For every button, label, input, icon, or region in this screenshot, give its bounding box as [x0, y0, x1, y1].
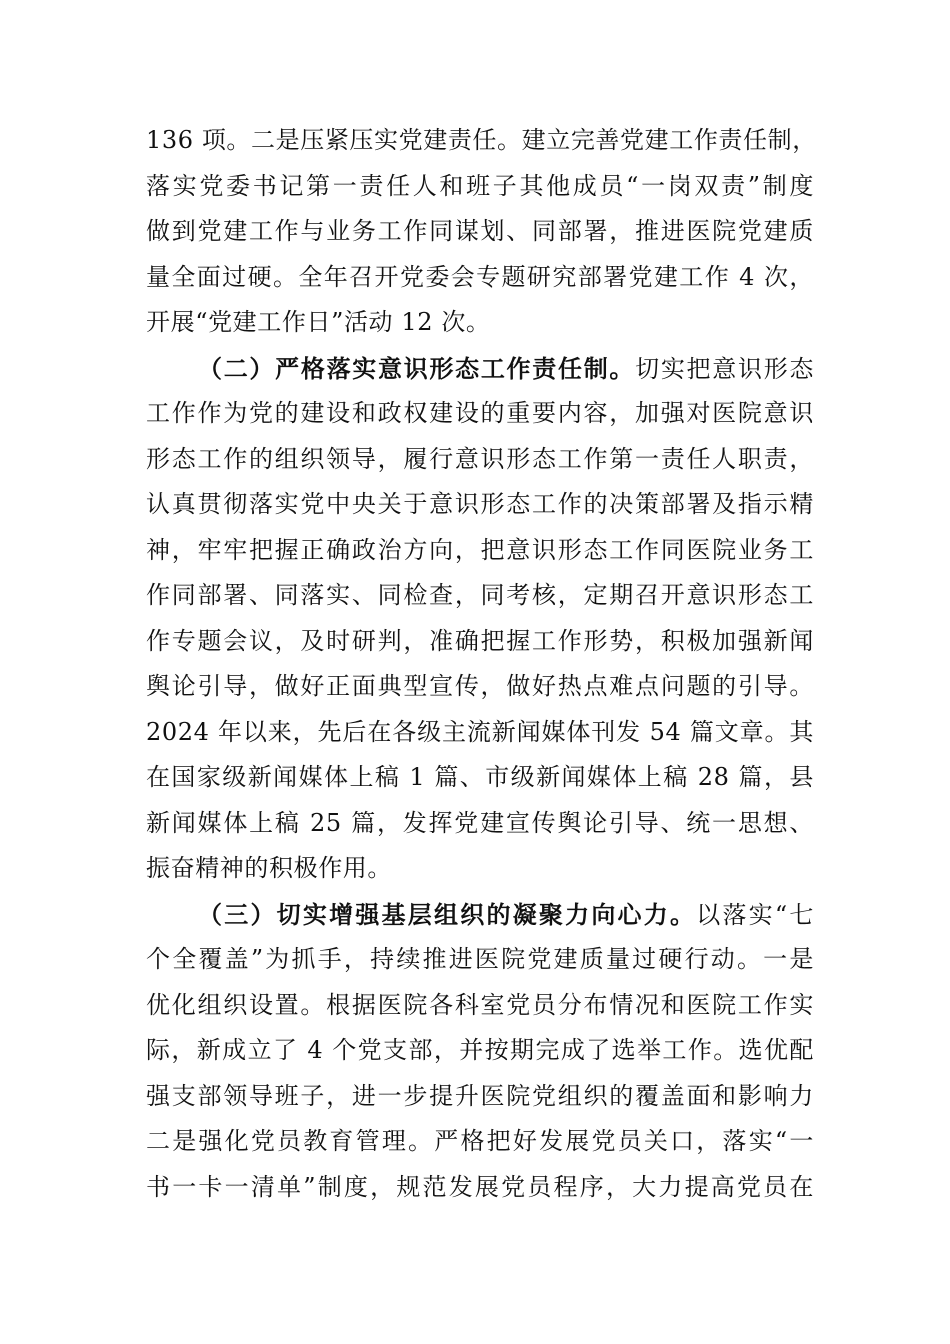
body-text — [146, 118, 817, 1210]
text-line: 个全覆盖”为抓手，持续推进医院党建质量过硬行动。一是 — [146, 945, 814, 973]
text-line: 工作作为党的建设和政权建设的重要内容，加强对医院意识 — [146, 399, 814, 427]
text-line: 作专题会议，及时研判，准确把握工作形势，积极加强新闻 — [146, 626, 814, 655]
text-line: 优化组织设置。根据医院各科室党员分布情况和医院工作实 — [146, 990, 814, 1019]
text-line: 做到党建工作与业务工作同谋划、同部署，推进医院党建质 — [146, 217, 814, 245]
section-heading-2: （二）严格落实意识形态工作责任制。 — [198, 353, 636, 383]
text-line: 舆论引导，做好正面典型宣传，做好热点难点问题的引导。 — [146, 672, 814, 700]
paragraph-heading-line — [146, 892, 814, 938]
text-line: 认真贯彻落实党中央关于意识形态工作的决策部署及指示精 — [146, 490, 814, 518]
text-line: 作同部署、同落实、同检查，同考核，定期召开意识形态工 — [146, 581, 814, 609]
text-line: 在国家级新闻媒体上稿 1 篇、市级新闻媒体上稿 28 篇，县 — [146, 763, 814, 791]
text-line: 际，新成立了 4 个党支部，并按期完成了选举工作。选优配 — [146, 1036, 814, 1064]
text-line: 二是强化党员教育管理。严格把好发展党员关口，落实“一 — [146, 1127, 814, 1155]
text-line: 书一卡一清单”制度，规范发展党员程序，大力提高党员在 — [146, 1172, 814, 1201]
text-line: 2024 年以来，先后在各级主流新闻媒体刊发 54 篇文章。其 — [146, 717, 814, 746]
text-line: 量全面过硬。全年召开党委会专题研究部署党建工作 4 次， — [146, 262, 814, 291]
text-line: 强支部领导班子，进一步提升医院党组织的覆盖面和影响力 — [146, 1081, 814, 1110]
text-span: 以落实“七 — [696, 900, 814, 929]
text-line: 形态工作的组织领导，履行意识形态工作第一责任人职责， — [146, 444, 814, 473]
text-line: 落实党委书记第一责任人和班子其他成员“一岗双责”制度 — [146, 171, 814, 200]
text-line: 新闻媒体上稿 25 篇，发挥党建宣传舆论引导、统一思想、 — [146, 808, 814, 837]
text-line: 136 项。二是压紧压实党建责任。建立完善党建工作责任制， — [146, 126, 817, 154]
paragraph-heading-line — [146, 346, 814, 392]
text-line: 神，牢牢把握正确政治方向，把意识形态工作同医院业务工 — [146, 535, 814, 564]
text-span: 切实把意识形态 — [635, 354, 815, 383]
section-heading-3: （三）切实增强基层组织的凝聚力向心力。 — [198, 899, 697, 929]
text-line: 振奋精神的积极作用。 — [146, 854, 392, 882]
text-line: 开展“党建工作日”活动 12 次。 — [146, 308, 491, 336]
